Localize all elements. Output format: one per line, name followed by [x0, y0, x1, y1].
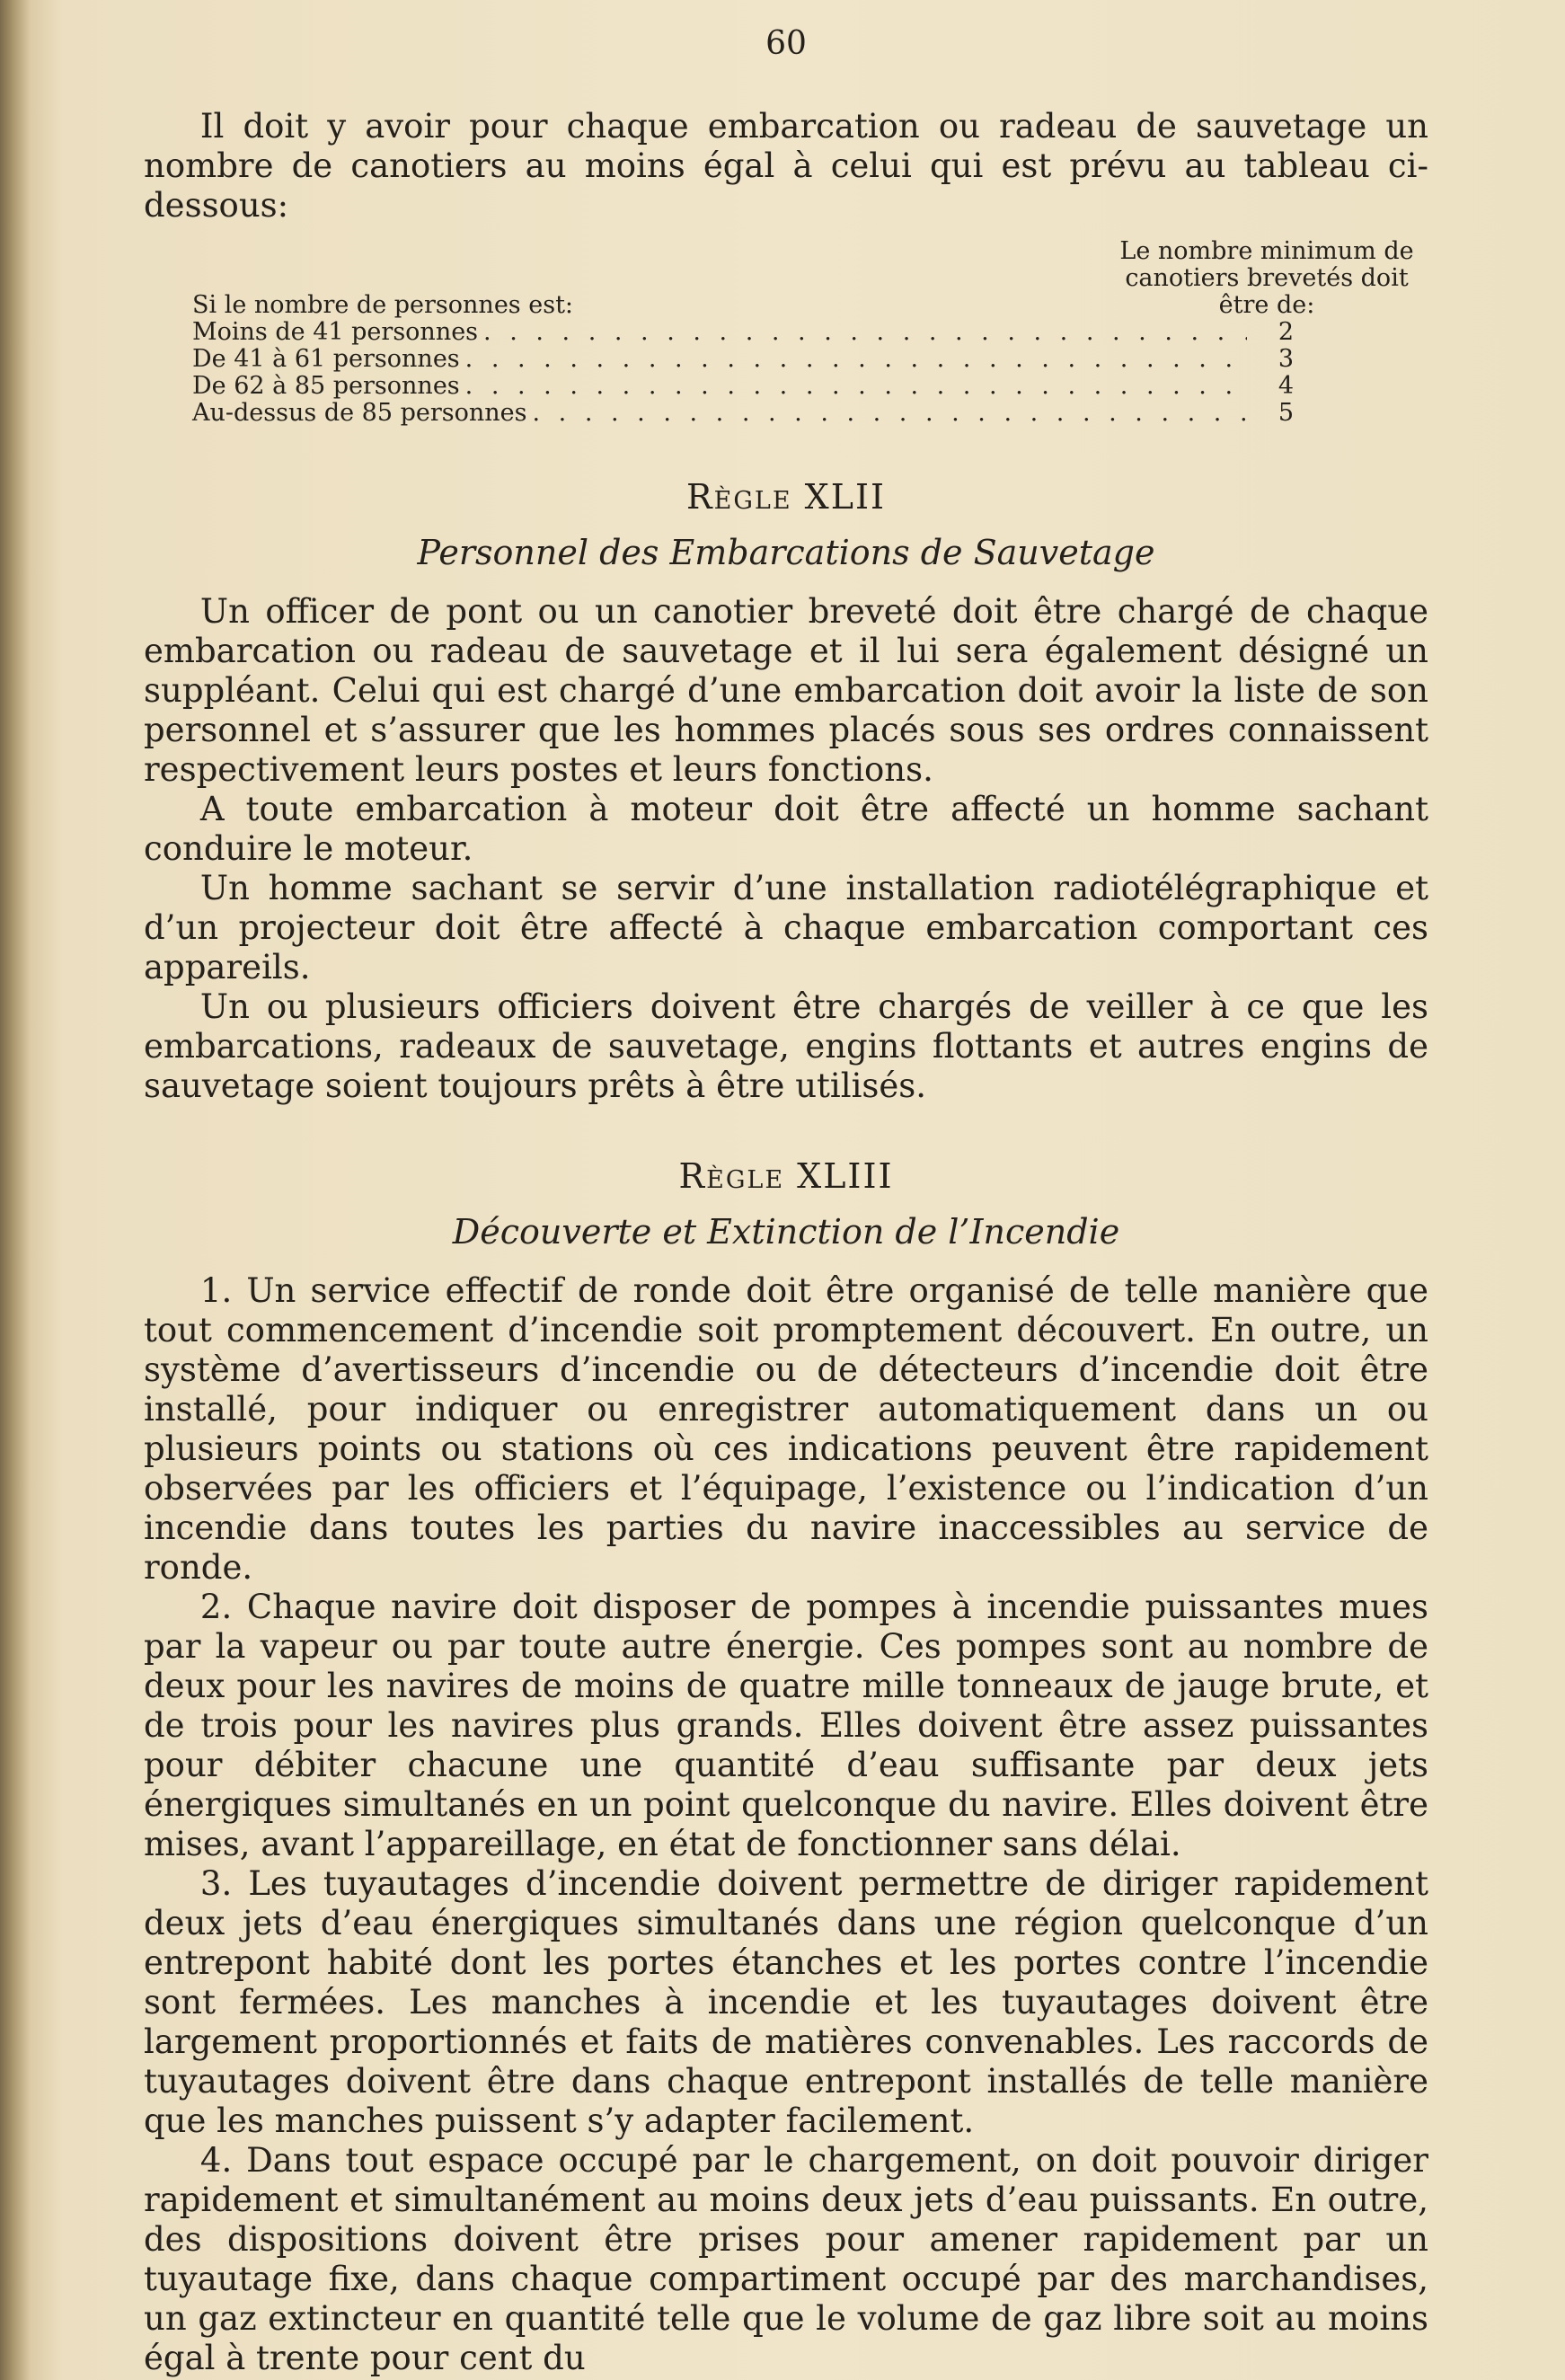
rule-42-word: Règle [686, 477, 792, 517]
crew-table [192, 238, 1428, 427]
rule-42-paragraph: Un ou plusieurs officiers doivent être chargés de veiller à ce que les embarcations, radeaux de sauvetage, engins flottants et autres engins de sauvetage soient toujours prêts à être utilisés. [144, 987, 1428, 1105]
dot-leader [483, 319, 1247, 346]
table-row [192, 373, 1428, 400]
rule-43-number: XLIII [797, 1156, 894, 1196]
rule-43-paragraph: 4. Dans tout espace occupé par le chargement, on doit pouvoir diriger rapidement et simultanément au moins deux jets d’eau puissants. En outre, des dispositions doivent être prises pour amener rapidement par un tuyautage fixe, dans chaque compartiment occupé par des marchandises, un gaz extincteur en quantité telle que le volume de gaz libre soit au moins égal à trente pour cent du [144, 2141, 1428, 2377]
dot-leader [533, 400, 1248, 427]
table-header [192, 238, 1428, 319]
rule-42-paragraph: Un officer de pont ou un canotier breveté doit être chargé de chaque embarcation ou radeau de sauvetage et il lui sera également désigné un suppléant. Celui qui est chargé d’une embarcation doit avoir la liste de son personnel et s’assurer que les hommes placés sous ses ordres connaissent respectivement leurs postes et leurs fonctions. [144, 592, 1428, 789]
rule-43-paragraph: 3. Les tuyautages d’incendie doivent permettre de diriger rapidement deux jets d’eau énergiques simultanés dans une région quelconque d’un entrepont habité dont les portes étanches et les portes contre l’incendie sont fermées. Les manches à incendie et les tuyautages doivent être largement proportionnés et faits de matières convenables. Les raccords de tuyautages doivent être dans chaque entrepont installés de telle manière que les manches puissent s’y adapter facilement. [144, 1864, 1428, 2140]
rule-43-title [144, 1156, 1428, 1196]
page-number: 60 [765, 25, 807, 62]
rule-43-word: Règle [678, 1156, 785, 1196]
rule-42-title [144, 477, 1428, 517]
rule-42-number: XLII [804, 477, 886, 517]
dot-leader [465, 373, 1247, 400]
table-row-label: De 41 à 61 personnes [192, 345, 460, 373]
table-row [192, 346, 1428, 373]
table-row-value: 5 [1278, 399, 1294, 427]
dot-leader [465, 346, 1247, 373]
rule-43-paragraph: 1. Un service effectif de ronde doit être organisé de telle manière que tout commencement d’incendie soit promptement découvert. En outre, un système d’avertisseurs d’incendie ou de détecteurs d’incendie doit être installé, pour indiquer ou enregistrer automatiquement dans un ou plusieurs points ou stations où ces indications peuvent être rapidement observées par les officiers et l’équipage, l’existence ou l’indication d’un incendie dans toutes les parties du navire inaccessibles au service de ronde. [144, 1271, 1428, 1587]
table-row [192, 319, 1428, 346]
intro-paragraph: Il doit y avoir pour chaque embarcation ou radeau de sauvetage un nombre de canotiers au moins égal à celui qui est prévu au tableau ci-dessous: [144, 107, 1428, 225]
rule-43-subtitle: Découverte et Extinction de l’Incendie [452, 1212, 1120, 1252]
table-right-header: Le nombre minimum de canotiers brevetés doit être de: [1119, 237, 1414, 319]
rule-43-paragraph: 2. Chaque navire doit disposer de pompes à incendie puissantes mues par la vapeur ou par toute autre énergie. Ces pompes sont au nombre de deux pour les navires de moins de quatre mille tonneaux de jauge brute, et de trois pour les navires plus grands. Elles doivent être assez puissantes pour débiter chacune une quantité d’eau suffisante par deux jets énergiques simultanés en un point quelconque du navire. Elles doivent être mises, avant l’appareillage, en état de fonctionner sans délai. [144, 1588, 1428, 1863]
table-row-value: 4 [1278, 372, 1294, 400]
table-left-header: Si le nombre de personnes est: [192, 291, 574, 319]
table-row-value: 2 [1278, 318, 1294, 346]
table-row-label: De 62 à 85 personnes [192, 372, 460, 400]
table-row-label: Moins de 41 personnes [192, 318, 479, 346]
table-row-label: Au-dessus de 85 personnes [192, 399, 527, 427]
table-row [192, 400, 1428, 427]
page-content [144, 25, 1428, 2378]
rule-42-paragraph: Un homme sachant se servir d’une installation radiotélégraphique et d’un projecteur doit être affecté à chaque embarcation comportant ces appareils. [144, 869, 1428, 987]
rule-42-subtitle: Personnel des Embarcations de Sauvetage [417, 533, 1155, 572]
table-row-value: 3 [1278, 345, 1294, 373]
rule-42-paragraph: A toute embarcation à moteur doit être affecté un homme sachant conduire le moteur. [144, 790, 1428, 868]
